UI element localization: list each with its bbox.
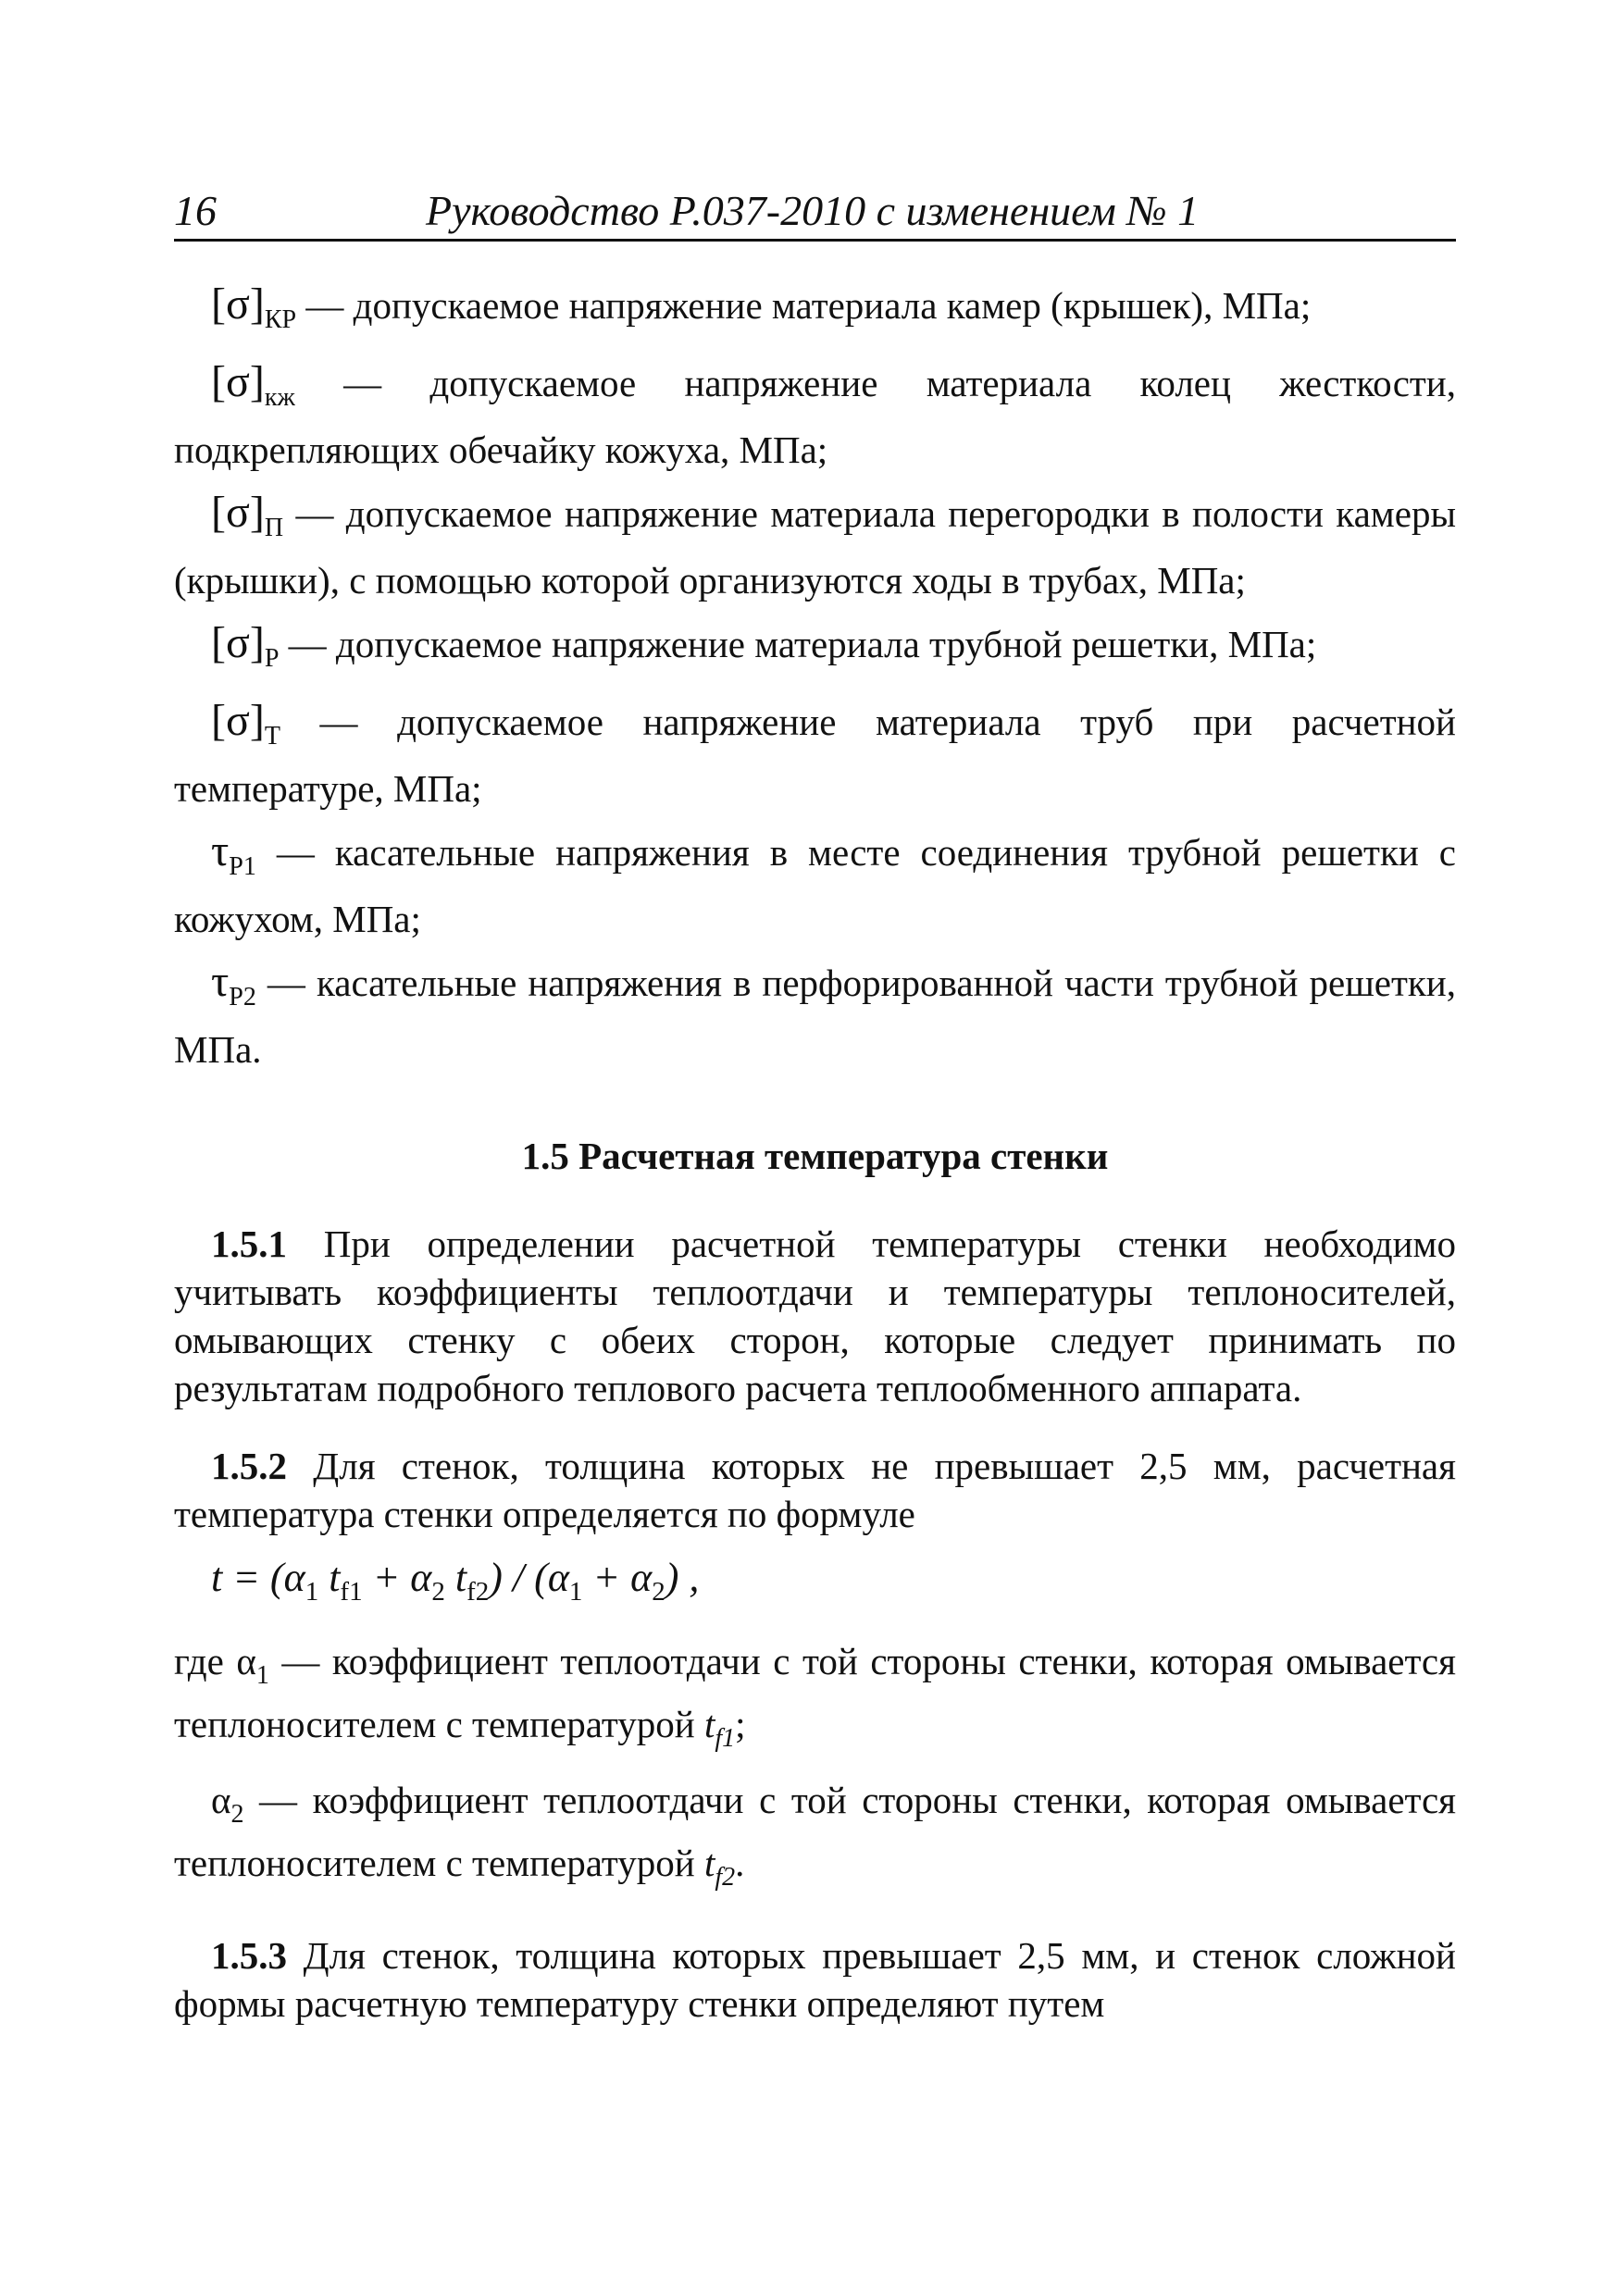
definition-item [174,486,1456,607]
definition-list [174,278,1456,1076]
paragraph-number: 1.5.2 [211,1445,287,1487]
formula-part: + α [362,1555,432,1600]
wall-temperature-formula [211,1545,1456,1624]
definition-text: — допускаемое напряжение материала трубной решетки, МПа; [279,623,1317,665]
formula-sub: 2 [431,1577,445,1607]
text-sub: f1 [715,1724,736,1753]
definition-item [174,955,1456,1076]
running-header [174,183,1456,239]
formula-sub: f1 [340,1577,363,1607]
formula-sub: 2 [652,1577,665,1607]
formula-sub: f2 [466,1577,490,1607]
text-sub: 1 [255,1661,269,1690]
paragraph-1-5-2 [174,1442,1456,1538]
definition-item [174,694,1456,815]
formula-part: t [444,1555,467,1600]
definition-item [174,278,1456,346]
formula-part: ) , [665,1555,700,1600]
symbol: [σ] [211,357,265,406]
symbol: τ [211,826,230,875]
definition-text: — касательные напряжения в месте соединения трубной решетки с кожухом, МПа; [174,831,1456,940]
definition-item [174,355,1456,477]
symbol: τ [211,957,230,1006]
formula-sub: 1 [568,1577,583,1607]
text-run: — коэффициент теплоотдачи с той стороны стенки, которая омывается теплоносителем с температурой [174,1640,1456,1745]
formula-sub: 1 [305,1577,319,1607]
page-body [174,278,1456,2057]
symbol: [σ] [211,618,265,667]
symbol-subscript: кж [264,383,295,412]
formula-part: ) / (α [489,1555,569,1600]
definition-text: — касательные напряжения в перфорированной части трубной решетки, МПа. [174,962,1456,1071]
definition-text: — допускаемое напряжение материала камер (крышек), МПа; [296,284,1312,327]
paragraph-text: При определении расчетной температуры стенки необходимо учитывать коэффициенты теплоотдачи и температуры теплоносителей, омывающих стенку с обеих сторон, которые следует принимать по результатам подробного теплового расчета теплообменного аппарата. [174,1222,1456,1409]
symbol: [σ] [211,488,265,537]
section-heading: 1.5 Расчетная температура стенки [521,1135,1109,1177]
paragraph-1-5-3 [174,1931,1456,2028]
symbol-subscript: КР [264,305,297,334]
definition-item [174,616,1456,685]
formula-part: t [211,1555,223,1600]
text-run: где α [174,1640,256,1682]
definition-text: — допускаемое напряжение материала колец жесткости, подкрепляющих обечайку кожуха, МПа; [174,362,1456,471]
symbol-subscript: Р1 [229,852,256,881]
paragraph-text: Для стенок, толщина которых не превышает 2,5 мм, расчетная температура стенки определяется по формуле [174,1445,1456,1535]
definition-text: — допускаемое напряжение материала перегородки в полости камеры (крышки), с помощью которой организуются ходы в трубах, МПа; [174,492,1456,602]
where-alpha2 [174,1776,1456,1902]
definition-text: — допускаемое напряжение материала труб при расчетной температуре, МПа; [174,701,1456,810]
formula-part: + α [582,1555,653,1600]
symbol-subscript: Р [264,644,280,673]
header-rule [174,239,1456,242]
text-run: t [703,1842,715,1884]
formula-part: = (α [222,1555,305,1600]
symbol-subscript: Р2 [229,983,256,1011]
paragraph-text: Для стенок, толщина которых превышает 2,5 мм, и стенок сложной формы расчетную температуру стенки определяют путем [174,1934,1456,2025]
symbol: [σ] [211,696,265,745]
text-sub: f2 [715,1863,736,1892]
where-alpha1 [174,1637,1456,1763]
paragraph-number: 1.5.3 [211,1934,287,1977]
text-run: α [211,1779,231,1821]
text-run: t [703,1703,715,1745]
definition-item [174,825,1456,946]
symbol: [σ] [211,279,265,329]
paragraph-1-5-1 [174,1220,1456,1412]
paragraph-number: 1.5.1 [211,1222,287,1265]
text-run: ; [735,1703,746,1745]
symbol-subscript: Т [264,722,280,751]
header-title: Руководство Р.037-2010 с изменением № 1 [426,187,1200,234]
symbol-subscript: П [264,514,284,542]
text-sub: 2 [230,1800,244,1829]
text-run: — коэффициент теплоотдачи с той стороны стенки, которая омывается теплоносителем с температурой [174,1779,1456,1884]
formula-part: t [318,1555,341,1600]
page-number: 16 [174,187,217,234]
text-run: . [735,1842,745,1884]
